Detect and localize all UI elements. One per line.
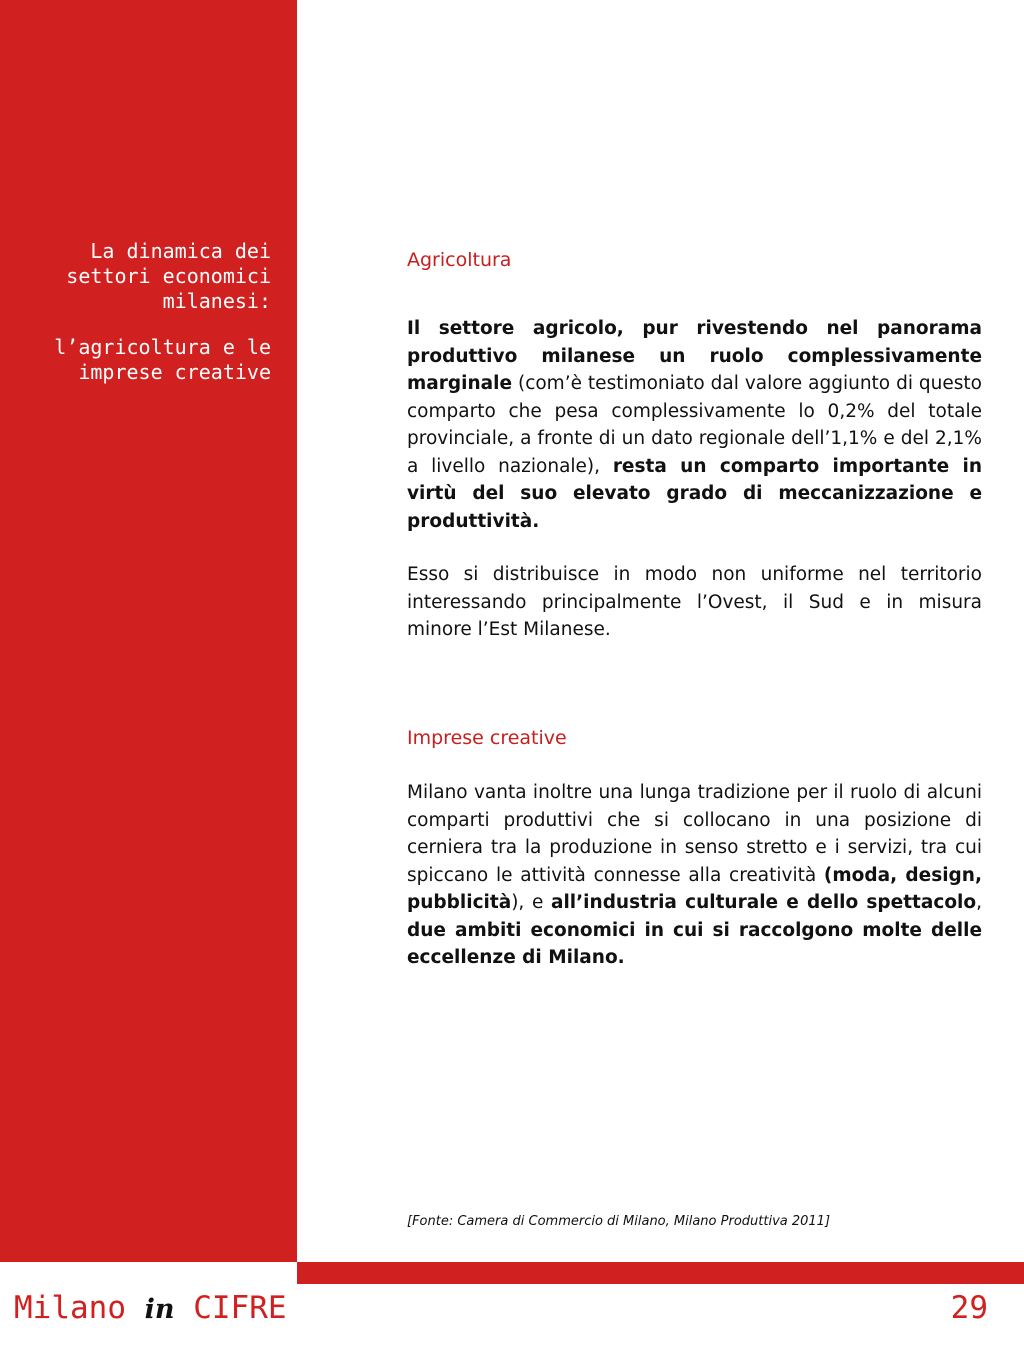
paragraph-imprese-creative [407,779,982,972]
body-text: , [976,892,982,913]
sidebar-subtitle: l’agricoltura e le imprese creative [54,335,271,384]
paragraph-agricoltura-2: Esso si distribuisce in modo non uniforme nel territorio interessando principalmente l’Ovest, il Sud e in misura minore l’Est Milanese. [407,564,982,640]
body-text: Milano vanta inoltre una lunga tradizione per il ruolo di alcuni comparti produttivi che si collocano in una posizione di cerniera tra la produzione in senso stretto e i servizi, tra cui spiccano le attività connesse alla creatività [407,782,982,886]
sidebar-band [0,0,297,1262]
bold-text: (moda, design, pubblicità [407,864,982,913]
sidebar-title: La dinamica dei settori economici milanesi: [66,239,271,313]
paragraph-agricoltura-1 [407,315,982,535]
bold-text: resta un comparto importante in virtù del suo elevato grado di meccanizzazione e produttività. [407,455,982,532]
footer-bar [297,1262,1024,1284]
page-number: 29 [950,1290,988,1326]
source-citation: [Fonte: Camera di Commercio di Milano, Milano Produttiva 2011] [407,1214,831,1229]
bold-text: due ambiti economici in cui si raccolgono molte delle eccellenze di Milano. [407,919,982,968]
brand-text: Milano [14,1290,145,1326]
brand-text: CIFRE [174,1290,287,1326]
brand-logo [14,1290,287,1334]
bold-text: all’industria culturale e dello spettacolo [550,892,977,913]
section-heading-imprese-creative: Imprese creative [407,727,567,749]
bold-text: Il settore agricolo, pur rivestendo nel panorama produttivo milanese un ruolo complessivamente marginale [407,318,982,394]
section-heading-agricoltura: Agricoltura [407,249,512,271]
body-text: ), e [511,892,551,913]
body-text: (com’è testimoniato dal valore aggiunto di questo comparto che pesa complessivamente lo 0,2% del totale provinciale, a fronte di un dato regionale dell’1,1% e del 2,1% a livello nazionale), [407,373,982,477]
brand-in: in [144,1294,175,1325]
